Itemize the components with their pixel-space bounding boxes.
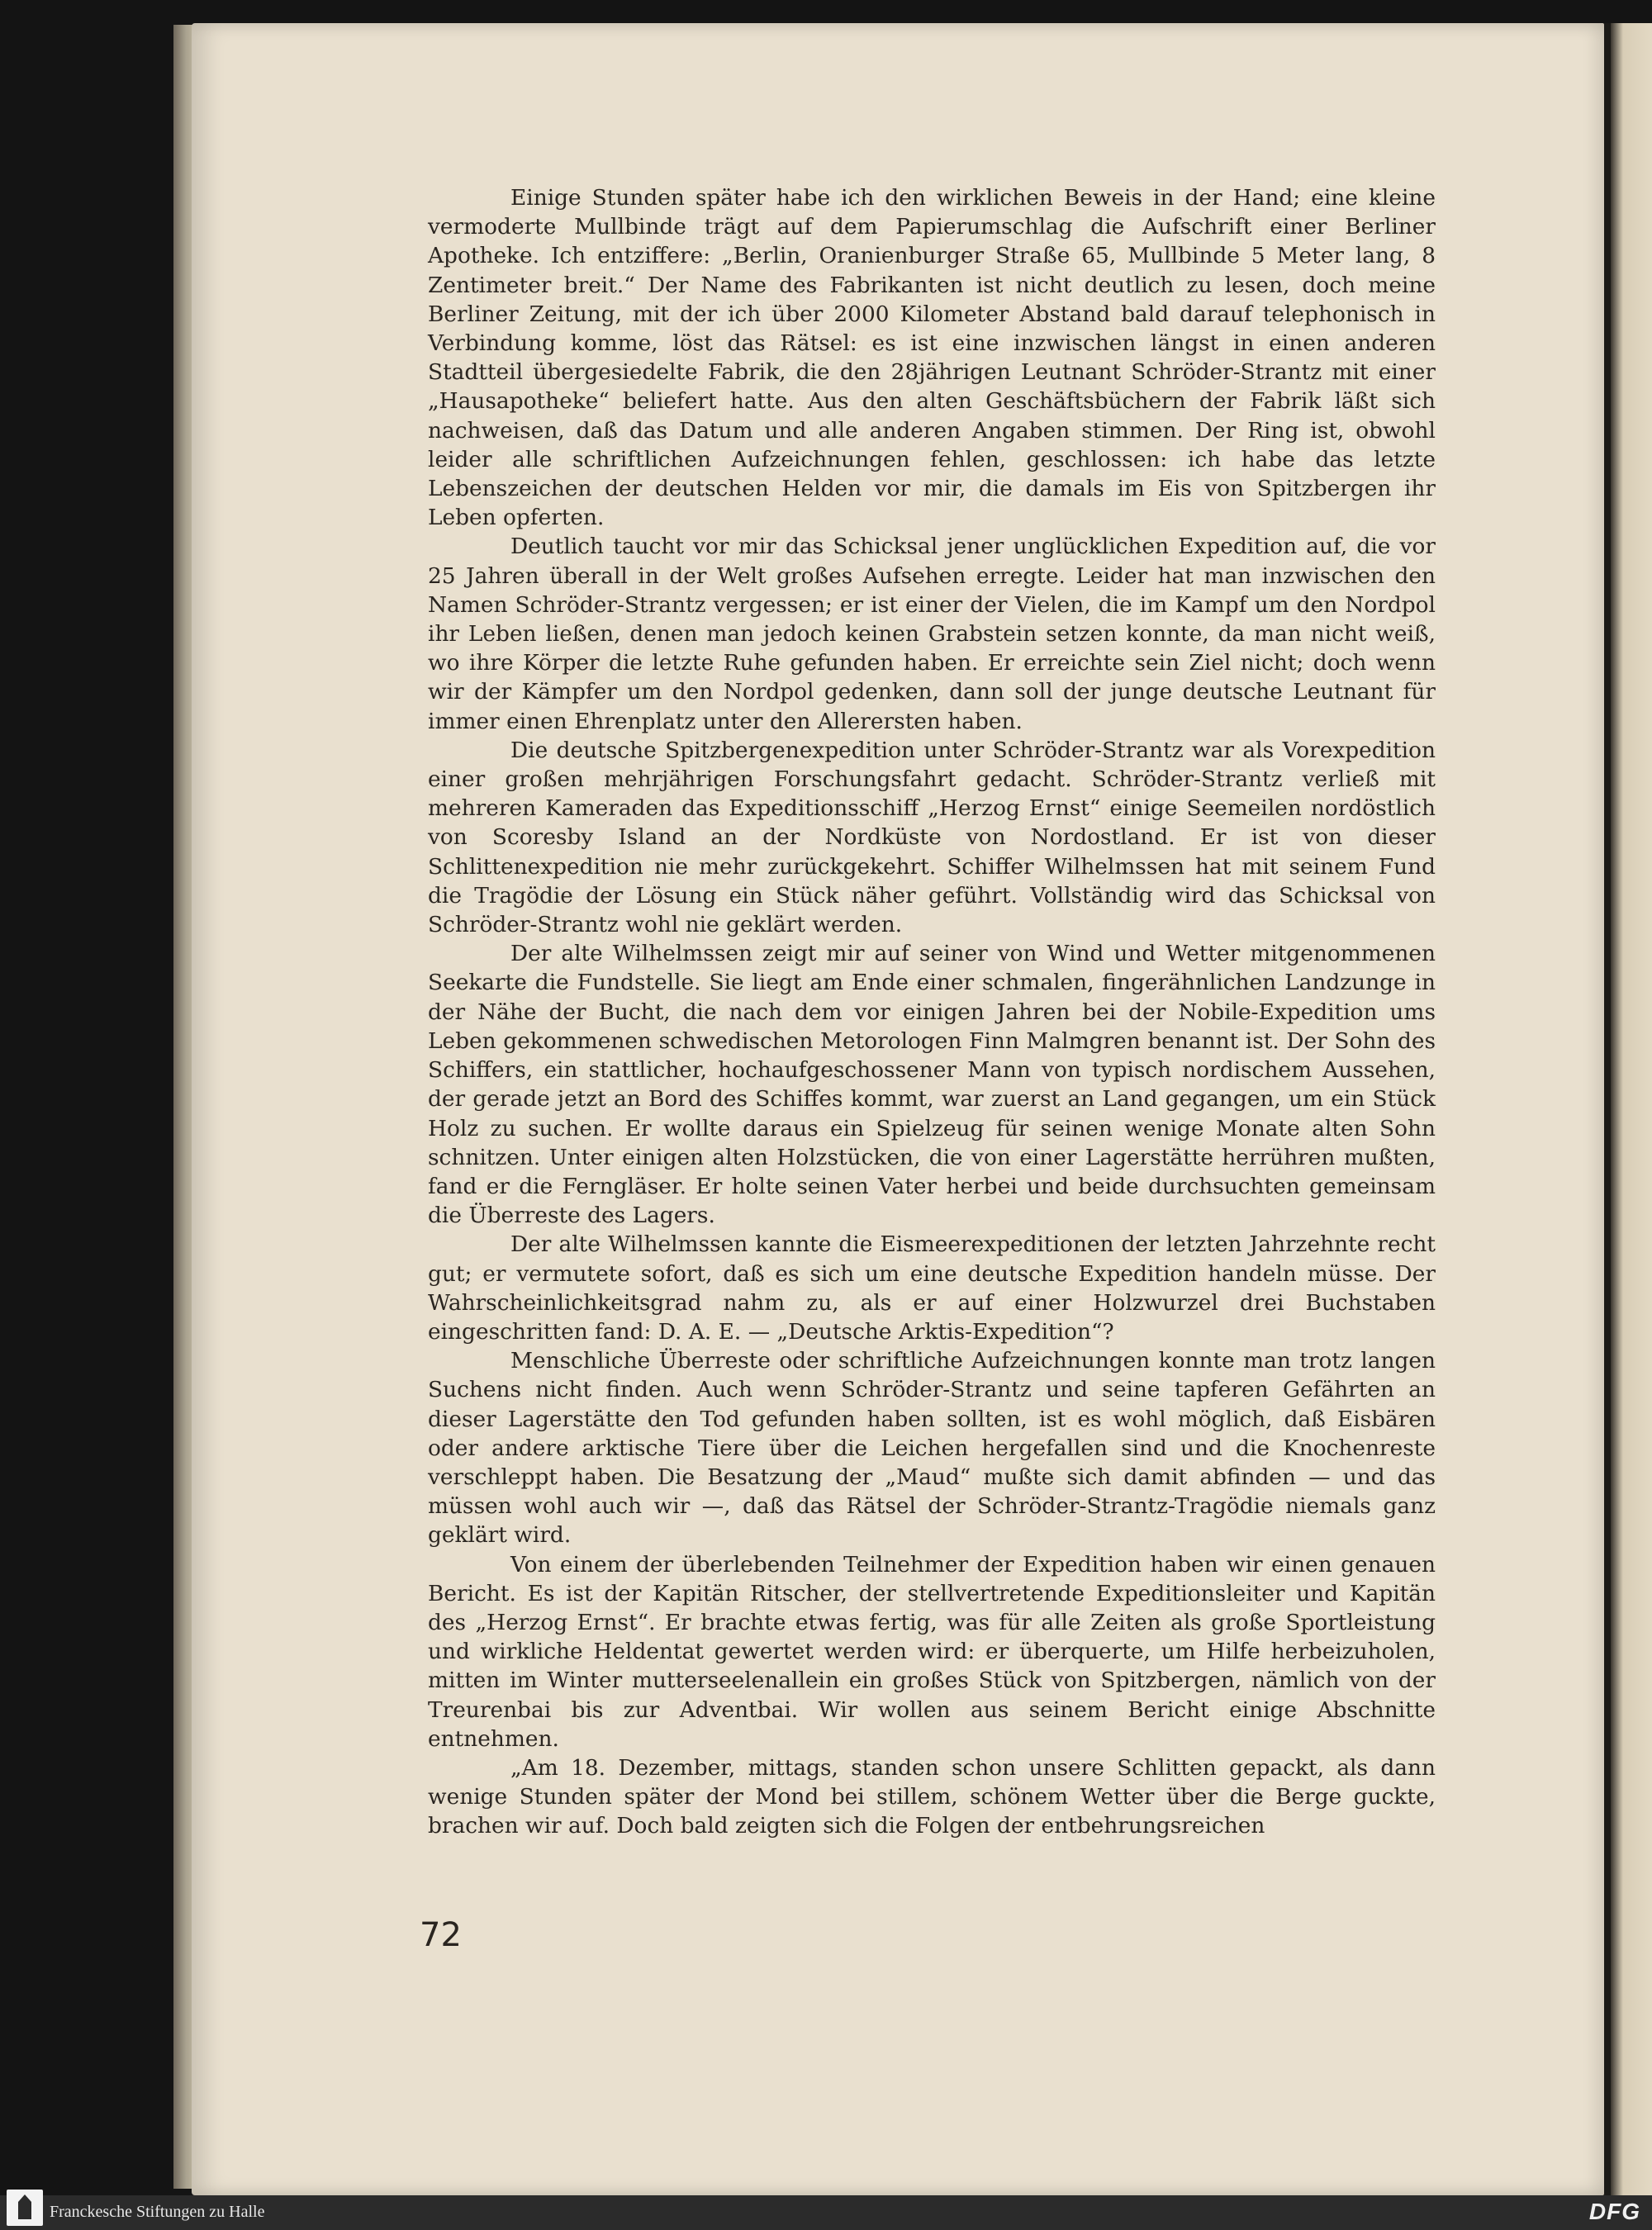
paragraph: Einige Stunden später habe ich den wirklichen Beweis in der Hand; eine kleine vermoderte Mullbinde trägt auf dem Papierumschlag die Aufschrift einer Berliner Apotheke. Ich entziffere: „Berlin, Oranienburger Straße 65, Mullbinde 5 Meter lang, 8 Zentimeter breit.“ Der Name des Fabrikanten ist nicht deutlich zu lesen, doch meine Berliner Zeitung, mit der ich über 2000 Kilometer Abstand bald darauf telephonisch in Verbindung komme, löst das Rätsel: es ist eine inzwischen längst in einen anderen Stadtteil übergesiedelte Fabrik, die den 28jährigen Leutnant Schröder-Strantz mit einer „Hausapotheke“ beliefert hatte. Aus den alten Geschäftsbüchern der Fabrik läßt sich nachweisen, daß das Datum und alle anderen Angaben stimmen. Der Ring ist, obwohl leider alle schriftlichen Aufzeichnungen fehlen, geschlossen: ich habe das letzte Lebenszeichen der deutschen Helden vor mir, die damals im Eis von Spitzbergen ihr Leben opferten. — [428, 185, 1436, 531]
page-text — [428, 183, 1436, 1841]
next-page-edge — [1611, 23, 1652, 2195]
paragraph: Die deutsche Spitzbergenexpedition unter Schröder-Strantz war als Vorexpedition einer großen mehrjährigen Forschungsfahrt gedacht. Schröder-Strantz verließ mit mehreren Kameraden das Expeditionsschiff „Herzog Ernst“ einige Seemeilen nordöstlich von Scoresby Island an der Nordküste von Nordostland. Er ist von dieser Schlittenexpedition nie mehr zurückgekehrt. Schiffer Wilhelmssen hat mit seinem Fund die Tragödie der Lösung ein Stück näher geführt. Vollständig wird das Schicksal von Schröder-Strantz wohl nie geklärt werden. — [428, 737, 1436, 938]
paragraph: Der alte Wilhelmssen zeigt mir auf seiner von Wind und Wetter mitgenommenen Seekarte die Fundstelle. Sie liegt am Ende einer schmalen, fingerähnlichen Landzunge in der Nähe der Bucht, die nach dem vor einigen Jahren bei der Nobile-Expedition ums Leben gekommenen schwedischen Metorologen Finn Malmgren benannt ist. Der Sohn des Schiffers, ein stattlicher, hochaufgeschossener Mann von typisch nordischem Aussehen, der gerade jetzt an Bord des Schiffes kommt, war zuerst an Land gegangen, um ein Stück Holz zu suchen. Er wollte daraus ein Spielzeug für seinen wenige Monate alten Sohn schnitzen. Unter einigen alten Holzstücken, die von einer Lagerstätte herrühren mußten, fand er die Ferngläser. Er holte seinen Vater herbei und beide durchsuchten gemeinsam die Überreste des Lagers. — [428, 941, 1436, 1229]
institution-logo-icon[interactable] — [7, 2190, 43, 2226]
page-number: 72 — [420, 1916, 462, 1954]
paragraph: Der alte Wilhelmssen kannte die Eismeerexpeditionen der letzten Jahrzehnte recht gut; er vermutete sofort, daß es sich um eine deutsche Expedition handeln müsse. Der Wahrscheinlichkeitsgrad nahm zu, als er auf einer Holzwurzel drei Buchstaben eingeschritten fand: D. A. E. — „Deutsche Arktis-Expedition“? — [428, 1231, 1436, 1345]
paragraph: Menschliche Überreste oder schriftliche Aufzeichnungen konnte man trotz langen Suchens nicht finden. Auch wenn Schröder-Strantz und seine tapferen Gefährten an dieser Lagerstätte den Tod gefunden haben sollten, ist es wohl möglich, daß Eisbären oder andere arktische Tiere über die Leichen hergefallen sind und die Knochenreste verschleppt haben. Die Besatzung der „Maud“ mußte sich damit abfinden — und das müssen wohl auch wir —, daß das Rätsel der Schröder-Strantz-Tragödie niemals ganz geklärt wird. — [428, 1348, 1436, 1549]
paragraph: „Am 18. Dezember, mittags, standen schon unsere Schlitten gepackt, als dann wenige Stunden später der Mond bei stillem, schönem Wetter über die Berge guckte, brachen wir auf. Doch bald zeigten sich die Folgen der entbehrungsreichen — [428, 1754, 1436, 1839]
dfg-logo[interactable]: DFG — [1588, 2199, 1640, 2224]
paragraph: Deutlich taucht vor mir das Schicksal jener unglücklichen Expedition auf, die vor 25 Jahren überall in der Welt großes Aufsehen erregte. Leider hat man inzwischen den Namen Schröder-Strantz vergessen; er ist einer der Vielen, die im Kampf um den Nordpol ihr Leben ließen, denen man jedoch keinen Grabstein setzen konnte, da man nicht weiß, wo ihre Körper die letzte Ruhe gefunden haben. Er erreichte sein Ziel nicht; doch wenn wir der Kämpfer um den Nordpol gedenken, dann soll der junge deutsche Leutnant für immer einen Ehrenplatz unter den Allerersten haben. — [428, 534, 1436, 734]
institution-label[interactable]: Franckesche Stiftungen zu Halle — [50, 2203, 265, 2221]
page-gutter — [1604, 23, 1611, 2195]
paragraph: Von einem der überlebenden Teilnehmer der Expedition haben wir einen genauen Bericht. Es ist der Kapitän Ritscher, der stellvertretende Expeditionsleiter und Kapitän des „Herzog Ernst“. Er brachte etwas fertig, was für alle Zeiten als große Sportleistung und wirkliche Heldentat gewertet werden wird: er überquerte, um Hilfe herbeizuholen, mitten im Winter mutterseelenallein ein großes Stück von Spitzbergen, nämlich von der Treurenbai bis zur Adventbai. Wir wollen aus seinem Bericht einige Abschnitte entnehmen. — [428, 1551, 1436, 1752]
